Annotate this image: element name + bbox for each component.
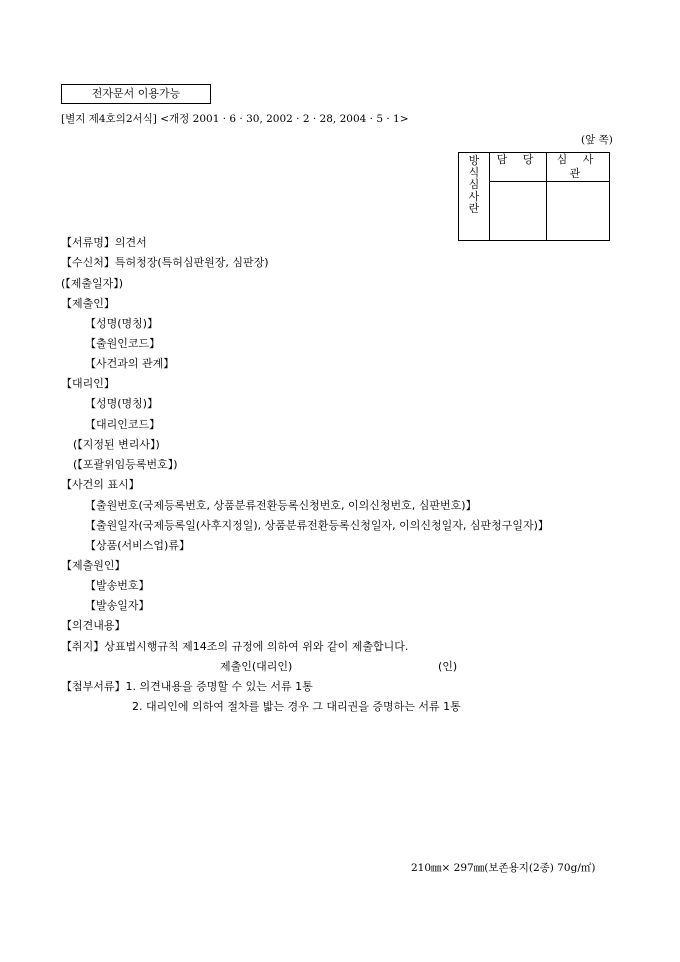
field-document-name: 【서류명】의견서 [61, 236, 147, 249]
field-case-indication: 【사건의 표시】 [61, 478, 140, 491]
signature-label: 제출인(대리인) [220, 660, 293, 673]
field-dispatch-number: 【발송번호】 [85, 579, 150, 592]
field-submitter-name: 【성명(명칭)】 [85, 317, 159, 330]
field-dispatch-date: 【발송일자】 [85, 599, 150, 612]
review-vertical-label: 방 식 심 사 란 [459, 153, 490, 241]
field-submission-date: (【제출일자】) [61, 277, 124, 290]
paper-spec-footer: 210㎜× 297㎜(보존용지(2종) 70g/㎡) [411, 862, 596, 874]
field-opinion-content: 【의견내용】 [61, 619, 126, 632]
attachments-line-1: 【첨부서류】1. 의견내용을 증명할 수 있는 서류 1통 [61, 680, 313, 693]
attachments-line-2: 2. 대리인에 의하여 절차를 밟는 경우 그 대리권을 증명하는 서류 1통 [132, 700, 461, 713]
field-agent-name: 【성명(명칭)】 [85, 397, 159, 410]
field-applicant-code: 【출원인코드】 [85, 337, 161, 350]
field-agent-code: 【대리인코드】 [85, 418, 161, 431]
field-application-date: 【출원일자(국제등록일(사후지정일), 상품분류전환등록신청일자, 이의신청일자, 심판청구일자)】 [85, 519, 549, 532]
review-table [458, 152, 610, 241]
seal-mark: (인) [438, 660, 458, 673]
review-col-staff: 담 당 [490, 153, 547, 182]
review-col-examiner: 심 사 관 [547, 153, 610, 182]
field-recipient: 【수신처】특허청장(특허심판원장, 심판장) [61, 256, 269, 269]
electronic-document-tag: 전자문서 이용가능 [61, 84, 211, 104]
field-case-relation: 【사건과의 관계】 [85, 357, 175, 370]
review-examiner-cell [547, 182, 610, 241]
page-side-label: (앞 쪽) [581, 134, 613, 146]
field-submitter: 【제출인】 [61, 297, 115, 310]
field-designated-attorney: (【지정된 변리사】) [73, 438, 160, 451]
field-agent: 【대리인】 [61, 377, 115, 390]
review-staff-cell [490, 182, 547, 241]
field-goods-class: 【상품(서비스업)류】 [85, 539, 190, 552]
form-reference: [별지 제4호의2서식] <개정 2001 · 6 · 30, 2002 · 2 · 28, 2004 · 5 · 1> [61, 113, 409, 125]
field-submission-cause: 【제출원인】 [61, 559, 126, 572]
field-application-number: 【출원번호(국제등록번호, 상품분류전환등록신청번호, 이의신청번호, 심판번호)】 [85, 499, 477, 512]
field-general-power-number: (【포괄위임등록번호】) [73, 458, 178, 471]
field-purpose: 【취지】상표법시행규칙 제14조의 규정에 의하여 위와 같이 제출합니다. [61, 640, 409, 653]
